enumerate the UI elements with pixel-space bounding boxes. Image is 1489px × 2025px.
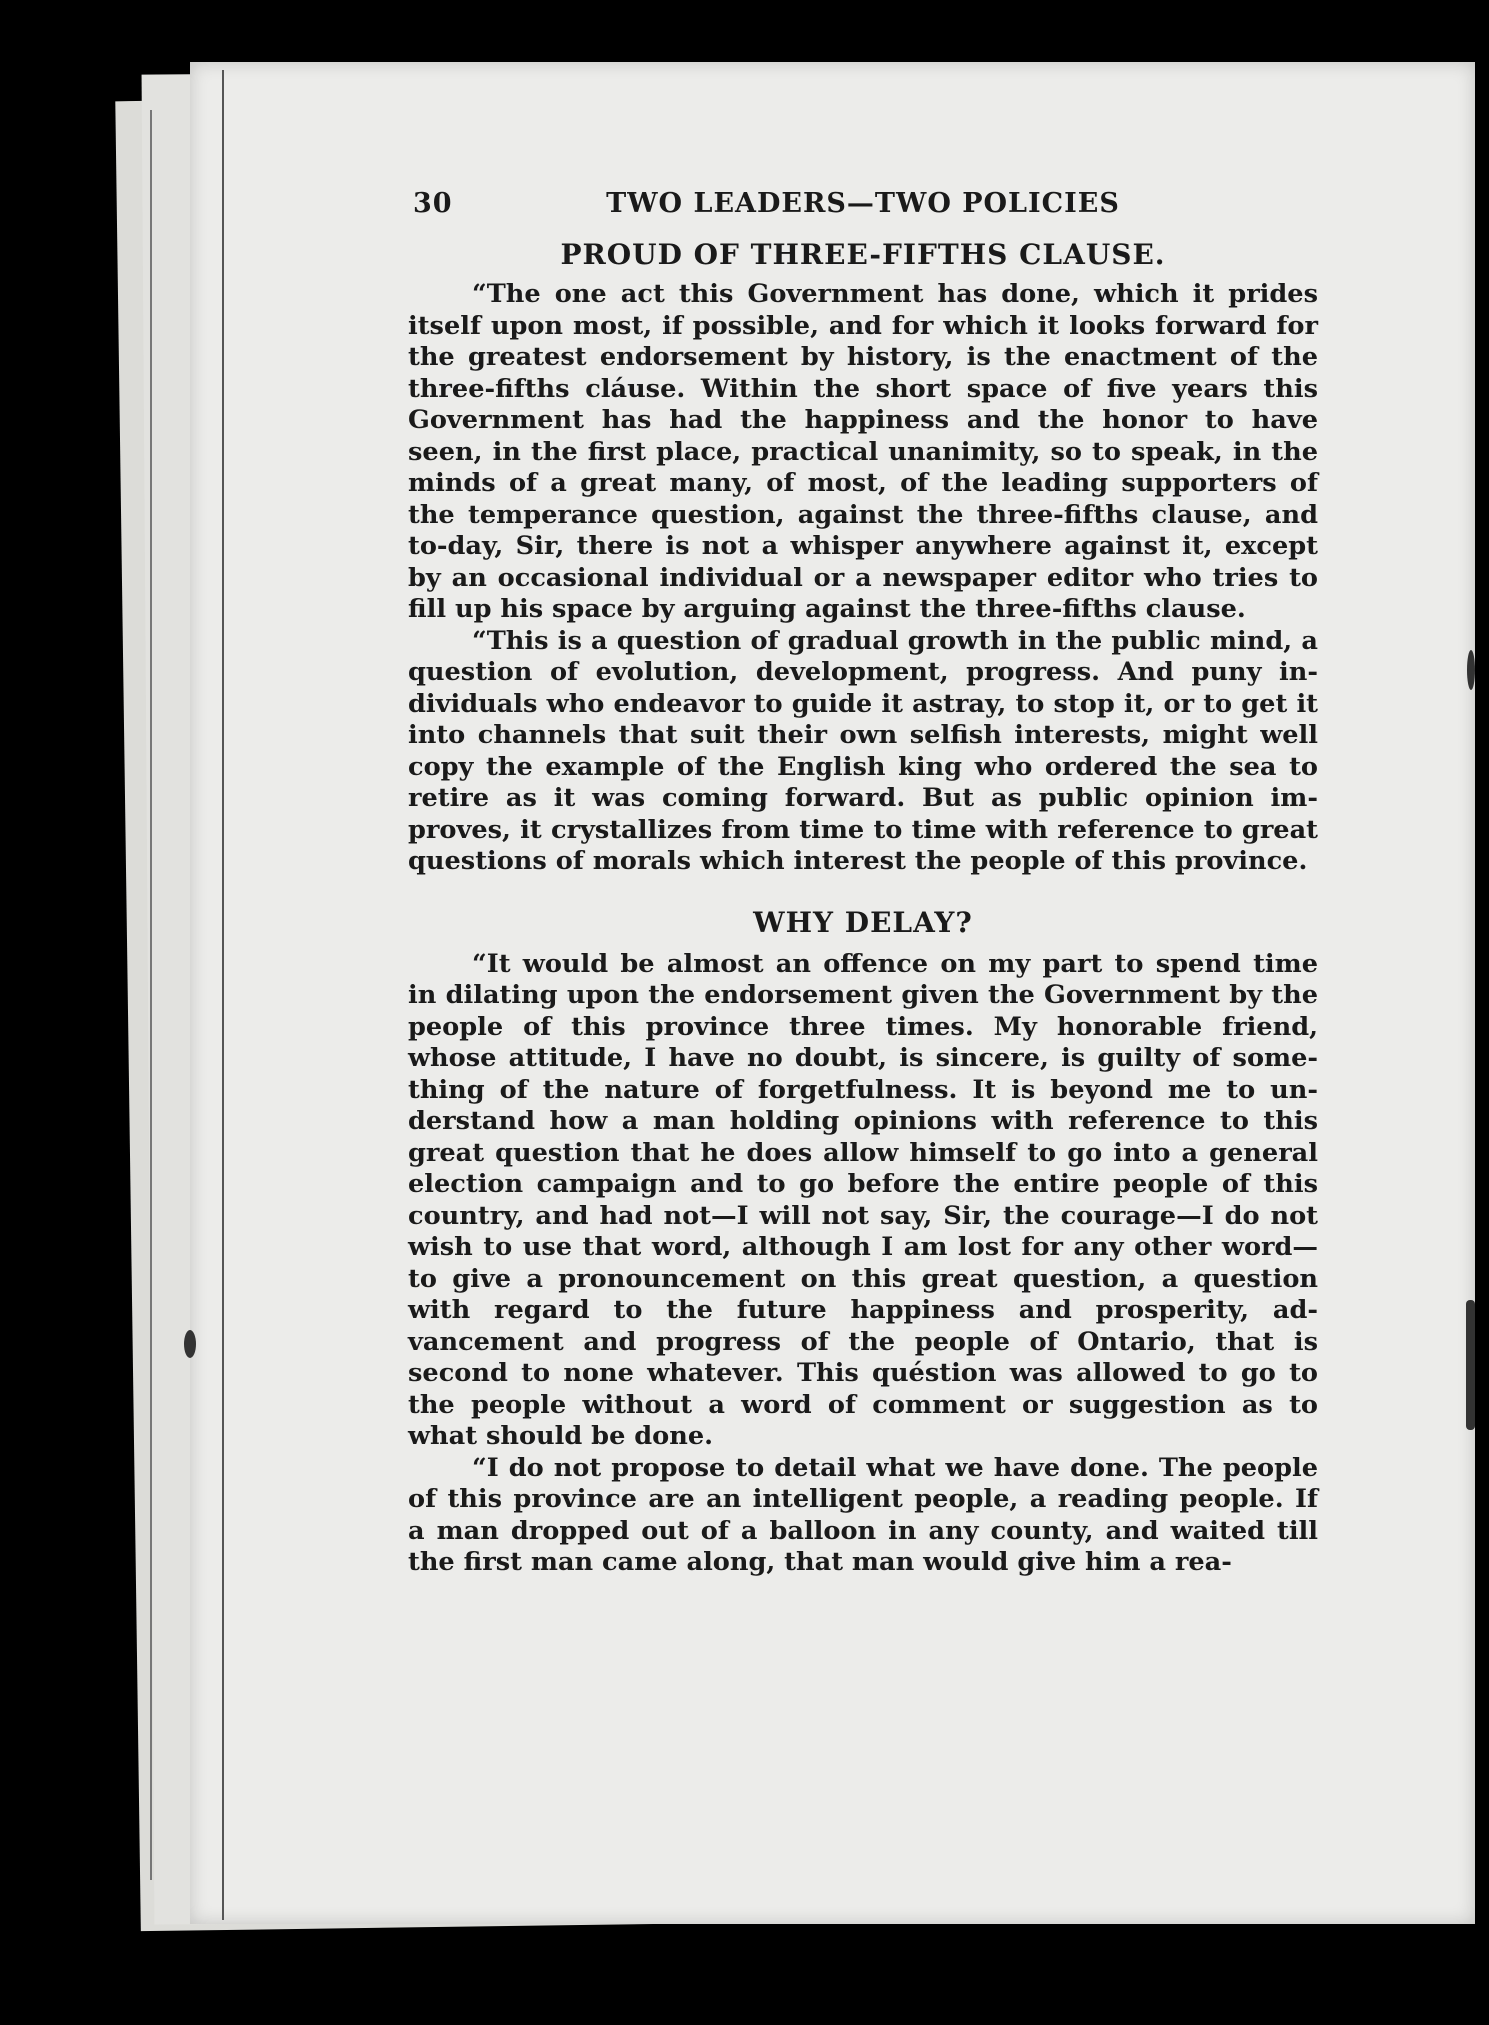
- paragraph: “The one act this Government has done, which it prides itself upon most, if possible, and for which it looks forward for the greatest endorsement by history, is the enactment of the three-fifths cláuse. Within the short space of five years this Government has had the happiness and the honor to have seen, in the first place, practical unanimity, so to speak, in the minds of a great many, of most, of the leading supporters of the temperance question, against the three-fifths clause, and to-day, Sir, there is not a whisper anywhere against it, except by an occasional individual or a newspaper editor who tries to fill up his space by arguing against the three-fifths clause.: [408, 279, 1318, 624]
- paragraph: “It would be almost an offence on my part to spend time in dilating upon the endorsement given the Government by the people of this province three times. My honorable friend, whose attitude, I have no doubt, is sincere, is guilty of something of the nature of forgetfulness. It is beyond me to understand how a man holding opinions with reference to this great question that he does allow himself to go into a general election campaign and to go before the entire people of this country, and had not—I will not say, Sir, the courage—I do not wish to use that word, although I am lost for any other word—to give a pronouncement on this great question, a question with regard to the future happiness and prosperity, advancement and progress of the people of Ontario, that is second to none whatever. This quéstion was allowed to go to the people without a word of comment or suggestion as to what should be done.: [408, 948, 1318, 1451]
- binding-clip: [1467, 650, 1475, 690]
- page-content: [408, 188, 1318, 1579]
- running-header: [408, 188, 1318, 228]
- ink-blot: [184, 1330, 196, 1358]
- page-number: 30: [413, 188, 453, 219]
- page-edge-line: [222, 70, 224, 1920]
- paragraph: “This is a question of gradual growth in the public mind, a question of evolution, development, progress. And puny individuals who endeavor to guide it astray, to stop it, or to get it into channels that suit their own selfish interests, might well copy the example of the English king who ordered the sea to retire as it was coming forward. But as public opinion improves, it crystallizes from time to time with reference to great questions of morals which interest the people of this province.: [408, 625, 1318, 876]
- running-title: TWO LEADERS—TWO POLICIES: [606, 188, 1120, 219]
- paragraph: “I do not propose to detail what we have done. The people of this province are an intelligent people, a reading people. If a man dropped out of a balloon in any county, and waited till the first man came along, that man would give him a rea-: [408, 1452, 1318, 1577]
- section-heading: PROUD OF THREE-FIFTHS CLAUSE.: [560, 238, 1166, 271]
- binding-clip: [1466, 1300, 1475, 1430]
- page-edge-line: [150, 110, 152, 1880]
- section-heading: WHY DELAY?: [753, 905, 973, 939]
